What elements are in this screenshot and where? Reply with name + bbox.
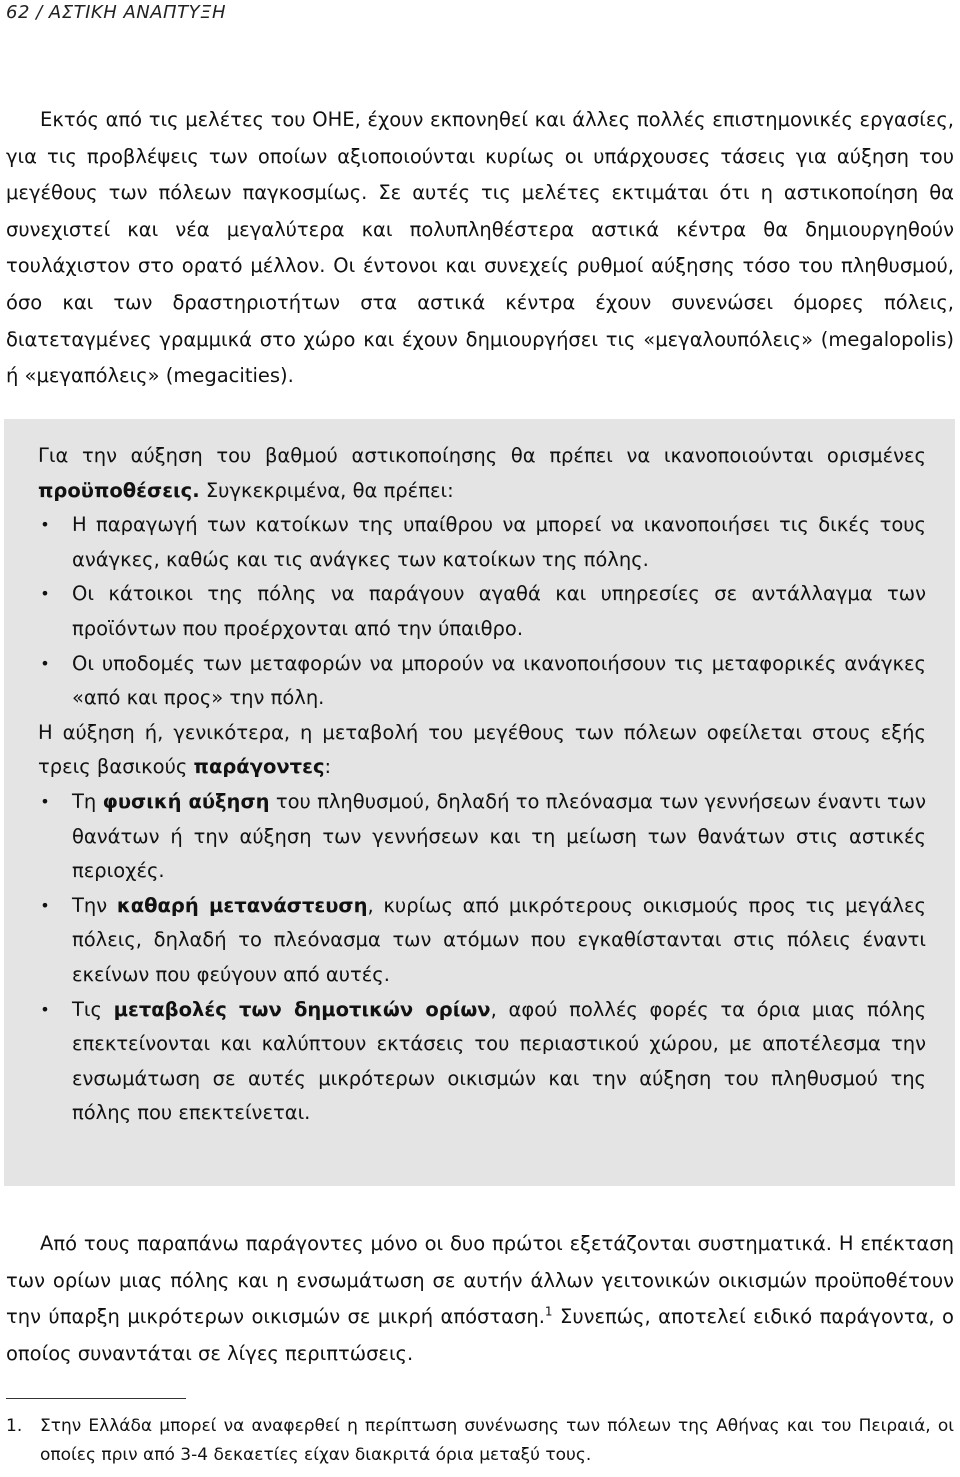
- conditions-box: [4, 419, 955, 1186]
- conditions-list: [38, 508, 926, 716]
- bullet-icon: •: [40, 653, 50, 673]
- list-item: [38, 508, 926, 577]
- list-item: [38, 577, 926, 646]
- factors-lead: [38, 716, 926, 785]
- factors-lead-text: Η αύξηση ή, γενικότερα, η μεταβολή του μεγέθους των πόλεων οφείλεται στους εξής τρεις βασικούς: [38, 720, 926, 779]
- factor-pre: Τις: [72, 997, 114, 1021]
- footnote-reference[interactable]: 1: [544, 1304, 553, 1319]
- factor-post: του πληθυσμού, δηλαδή το πλεόνασμα των γεννήσεων έναντι των θανάτων ή την αύξηση των γεννήσεων και τη μείωση των θανάτων στις αστικές περιοχές.: [72, 789, 926, 883]
- condition-text: Οι υποδομές των μεταφορών να μπορούν να ικανοποιήσουν τις μεταφορικές ανάγκες «από και προς» την πόλη.: [72, 651, 926, 710]
- bullet-icon: •: [40, 999, 50, 1019]
- list-item: [38, 647, 926, 716]
- factors-list: [38, 785, 926, 1131]
- bullet-icon: •: [40, 584, 50, 604]
- factors-lead-bold: παράγοντες: [193, 755, 325, 779]
- closing-text: Από τους παραπάνω παράγοντες μόνο οι δυο πρώτοι εξετάζονται συστηματικά. Η επέκταση των ορίων μιας πόλης και η ενσωμάτωση σε αυτήν άλλων γειτονικών οικισμών προϋποθέτουν την ύπαρξη μικρότερων οικισμών σε μικρή απόσταση.: [6, 1232, 954, 1329]
- footnote: [6, 1412, 954, 1470]
- conditions-lead-tail: Συγκεκριμένα, θα πρέπει:: [199, 478, 454, 502]
- factor-bold: καθαρή μετανάστευση: [116, 893, 368, 917]
- factor-pre: Την: [72, 893, 117, 917]
- closing-paragraph: [6, 1226, 954, 1372]
- conditions-lead: [38, 439, 926, 508]
- factors-lead-tail: :: [324, 755, 332, 779]
- list-item: [38, 785, 926, 889]
- running-head: 62 / ΑΣΤΙΚΗ ΑΝΑΠΤΥΞΗ: [6, 2, 226, 23]
- conditions-lead-bold: προϋποθέσεις.: [38, 478, 200, 502]
- footnote-text: Στην Ελλάδα μπορεί να αναφερθεί η περίπτωση συνένωσης των πόλεων της Αθήνας και του Πειραιά, οι οποίες πριν από 3-4 δεκαετίες είχαν διακριτά όρια μεταξύ τους.: [40, 1416, 954, 1465]
- footnote-number: 1.: [6, 1416, 23, 1436]
- conditions-box-content: [38, 439, 926, 1131]
- condition-text: Οι κάτοικοι της πόλης να παράγουν αγαθά και υπηρεσίες σε αντάλλαγμα των προϊόντων που προέρχονται από την ύπαιθρο.: [72, 582, 926, 640]
- factor-bold: μεταβολές των δημοτικών ορίων: [113, 997, 491, 1021]
- factor-pre: Τη: [72, 789, 103, 813]
- factor-bold: φυσική αύξηση: [102, 789, 270, 813]
- footnote-divider: [6, 1398, 186, 1399]
- conditions-lead-text: Για την αύξηση του βαθμού αστικοποίησης θα πρέπει να ικανοποιούνται ορισμένες: [38, 444, 926, 467]
- list-item: [38, 993, 926, 1131]
- bullet-icon: •: [40, 515, 50, 535]
- bullet-icon: •: [40, 895, 50, 915]
- condition-text: Η παραγωγή των κατοίκων της υπαίθρου να μπορεί να ικανοποιήσει τις δικές τους ανάγκες, καθώς και τις ανάγκες των κατοίκων της πόλης.: [72, 513, 926, 571]
- intro-text: Εκτός από τις μελέτες του ΟΗΕ, έχουν εκπονηθεί και άλλες πολλές επιστημονικές εργασίες, για τις προβλέψεις των οποίων αξιοποιούνται κυρίως οι υπάρχουσες τάσεις για αύξηση του μεγέθους των πόλεων παγκοσμίως. Σε αυτές τις μελέτες εκτιμάται ότι η αστικοποίηση θα συνεχιστεί και νέα μεγαλύτερα και πολυπληθέστερα αστικά κέντρα θα δημιουργηθούν τουλάχιστον στο ορατό μέλλον. Οι έντονοι και συνεχείς ρυθμοί αύξησης τόσο του πληθυσμού, όσο και των δραστηριοτήτων στα αστικά κέντρα έχουν συνενώσει όμορες πόλεις, διατεταγμένες γραμμικά στο χώρο και έχουν δημιουργήσει τις «μεγαλουπόλεις» (megalopolis) ή «μεγαπόλεις» (megacities).: [6, 108, 954, 388]
- list-item: [38, 889, 926, 993]
- bullet-icon: •: [40, 791, 50, 811]
- intro-paragraph: [6, 102, 954, 395]
- factor-post: , αφού πολλές φορές τα όρια μιας πόλης επεκτείνονται και καλύπτουν εκτάσεις του περιαστικού χώρου, με αποτέλεσμα την ενσωμάτωση σε αυτές μικρότερων οικισμών και την αύξηση του πληθυσμού της πόλης που επεκτείνεται.: [72, 997, 927, 1125]
- factor-post: , κυρίως από μικρότερους οικισμούς προς τις μεγάλες πόλεις, δηλαδή το πλεόνασμα των ατόμων που εγκαθίστανται στις πόλεις έναντι εκείνων που φεύγουν από αυτές.: [72, 893, 926, 986]
- closing-text-after: Συνεπώς, αποτελεί ειδικό παράγοντα, ο οποίος συναντάται σε λίγες περιπτώσεις.: [6, 1305, 954, 1365]
